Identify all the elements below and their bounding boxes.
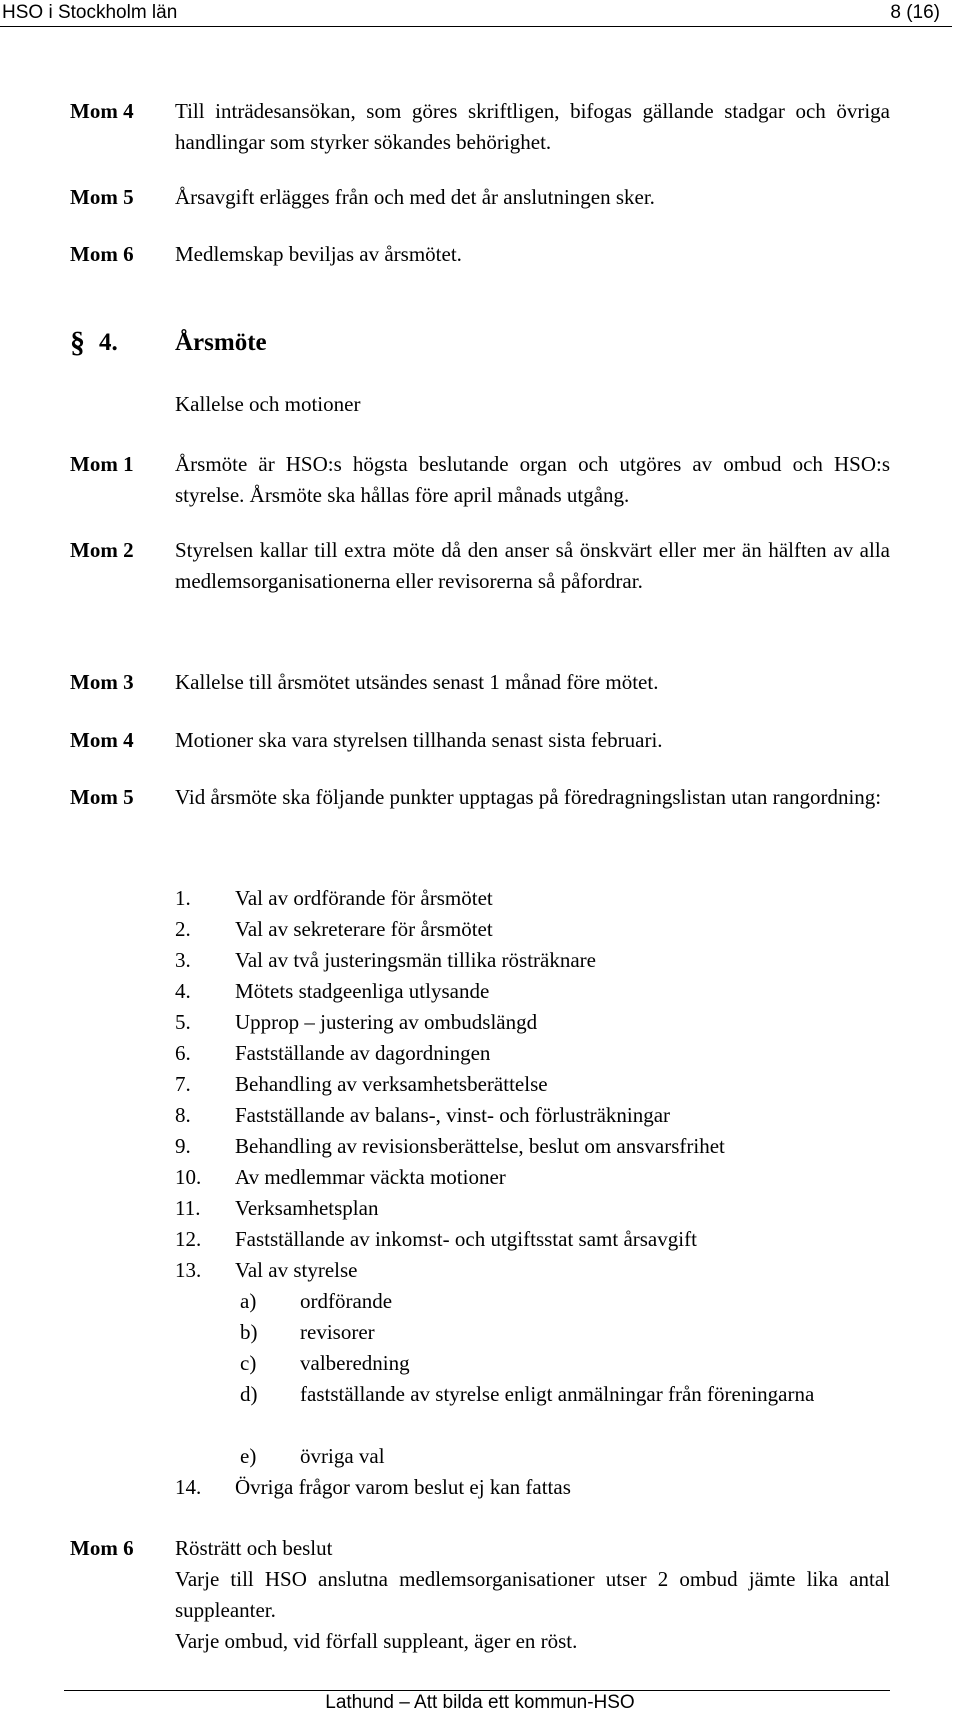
subitem-text: övriga val xyxy=(300,1444,385,1468)
agenda-item-number: 14. xyxy=(175,1475,202,1499)
agenda-item-text: Val av styrelse xyxy=(235,1258,358,1282)
subitem-text: revisorer xyxy=(300,1320,375,1344)
agenda-item-text: Övriga frågor varom beslut ej kan fattas xyxy=(235,1475,571,1499)
agenda-item-number: 7. xyxy=(175,1072,191,1096)
clause-body xyxy=(175,1533,890,1657)
agenda-item-number: 6. xyxy=(175,1041,191,1065)
subitem-letter: d) xyxy=(240,1382,258,1406)
section-title: Årsmöte xyxy=(175,329,267,356)
agenda-item-text: Upprop – justering av ombudslängd xyxy=(235,1010,538,1034)
clause-text: Styrelsen kallar till extra möte då den anser så önskvärt eller mer än hälften av alla medlemsorganisationerna eller revisorerna så påfordrar. xyxy=(175,538,890,593)
agenda-item-number: 10. xyxy=(175,1165,202,1189)
agenda-item-number: 13. xyxy=(175,1258,202,1282)
agenda-item-text: Fastställande av dagordningen xyxy=(235,1041,491,1065)
agenda-item-number: 3. xyxy=(175,948,191,972)
agenda-item-number: 4. xyxy=(175,979,191,1003)
clause-label: Mom 2 xyxy=(70,538,134,562)
agenda-item-text: Verksamhetsplan xyxy=(235,1196,379,1220)
section-number-text: 4. xyxy=(99,329,118,356)
clause-text: Till inträdesansökan, som göres skriftligen, bifogas gällande stadgar och övriga handlingar som styrker sökandes behörighet. xyxy=(175,99,890,154)
clause-paragraph: Varje ombud, vid förfall suppleant, äger en röst. xyxy=(175,1629,578,1653)
agenda-item-text: Val av ordförande för årsmötet xyxy=(235,886,493,910)
clause-label: Mom 6 xyxy=(70,242,134,266)
agenda-item-number: 11. xyxy=(175,1196,201,1220)
clause-label: Mom 3 xyxy=(70,670,134,694)
subitem-letter: b) xyxy=(240,1320,258,1344)
clause-label: Mom 1 xyxy=(70,452,134,476)
subitem-text: fastställande av styrelse enligt anmälningar från föreningarna xyxy=(300,1382,815,1406)
page-header xyxy=(0,0,960,30)
agenda-item-text: Val av sekreterare för årsmötet xyxy=(235,917,493,941)
agenda-item-number: 8. xyxy=(175,1103,191,1127)
subitem-text: ordförande xyxy=(300,1289,393,1313)
header-rule xyxy=(0,26,952,27)
clause-label: Mom 4 xyxy=(70,99,134,123)
agenda-item-number: 1. xyxy=(175,886,191,910)
section-number xyxy=(70,325,118,361)
footer-text: Lathund – Att bilda ett kommun-HSO xyxy=(325,1692,635,1713)
agenda-item-number: 2. xyxy=(175,917,191,941)
clause-text: Årsmöte är HSO:s högsta beslutande organ och utgöres av ombud och HSO:s styrelse. Årsmöte ska hållas före april månads utgång. xyxy=(175,452,890,507)
agenda-item-text: Val av två justeringsmän tillika rösträknare xyxy=(235,948,596,972)
section-subtitle: Kallelse och motioner xyxy=(175,392,361,416)
subitem-letter: a) xyxy=(240,1289,257,1313)
agenda-item-number: 9. xyxy=(175,1134,191,1158)
agenda-item-text: Behandling av revisionsberättelse, beslut om ansvarsfrihet xyxy=(235,1134,725,1158)
agenda-item-number: 12. xyxy=(175,1227,202,1251)
agenda-item-text: Mötets stadgeenliga utlysande xyxy=(235,979,490,1003)
header-title: HSO i Stockholm län xyxy=(2,2,178,23)
clause-heading: Rösträtt och beslut xyxy=(175,1536,333,1560)
clause-label: Mom 6 xyxy=(70,1536,134,1560)
section-symbol: § xyxy=(70,326,85,359)
clause-label: Mom 5 xyxy=(70,185,134,209)
agenda-item-text: Behandling av verksamhetsberättelse xyxy=(235,1072,548,1096)
agenda-item-number: 5. xyxy=(175,1010,191,1034)
subitem-letter: c) xyxy=(240,1351,257,1375)
clause-text: Vid årsmöte ska följande punkter upptagas på föredragningslistan utan rangordning: xyxy=(175,785,882,809)
clause-label: Mom 4 xyxy=(70,728,134,752)
page-number: 8 (16) xyxy=(890,2,940,23)
subitem-letter: e) xyxy=(240,1444,257,1468)
agenda-item-text: Fastställande av balans-, vinst- och förlusträkningar xyxy=(235,1103,671,1127)
agenda-item-text: Fastställande av inkomst- och utgiftsstat samt årsavgift xyxy=(235,1227,697,1251)
page-footer xyxy=(0,1686,960,1714)
clause-paragraph: Varje till HSO anslutna medlemsorganisationer utser 2 ombud jämte lika antal suppleanter. xyxy=(175,1567,890,1622)
clause-label: Mom 5 xyxy=(70,785,134,809)
subitem-text: valberedning xyxy=(300,1351,410,1375)
footer-rule xyxy=(64,1690,890,1691)
agenda-item-text: Av medlemmar väckta motioner xyxy=(235,1165,506,1189)
clause-text: Medlemskap beviljas av årsmötet. xyxy=(175,242,462,266)
clause-text: Kallelse till årsmötet utsändes senast 1 månad före mötet. xyxy=(175,670,659,694)
clause-text: Motioner ska vara styrelsen tillhanda senast sista februari. xyxy=(175,728,663,752)
clause-text: Årsavgift erlägges från och med det år anslutningen sker. xyxy=(175,185,655,209)
